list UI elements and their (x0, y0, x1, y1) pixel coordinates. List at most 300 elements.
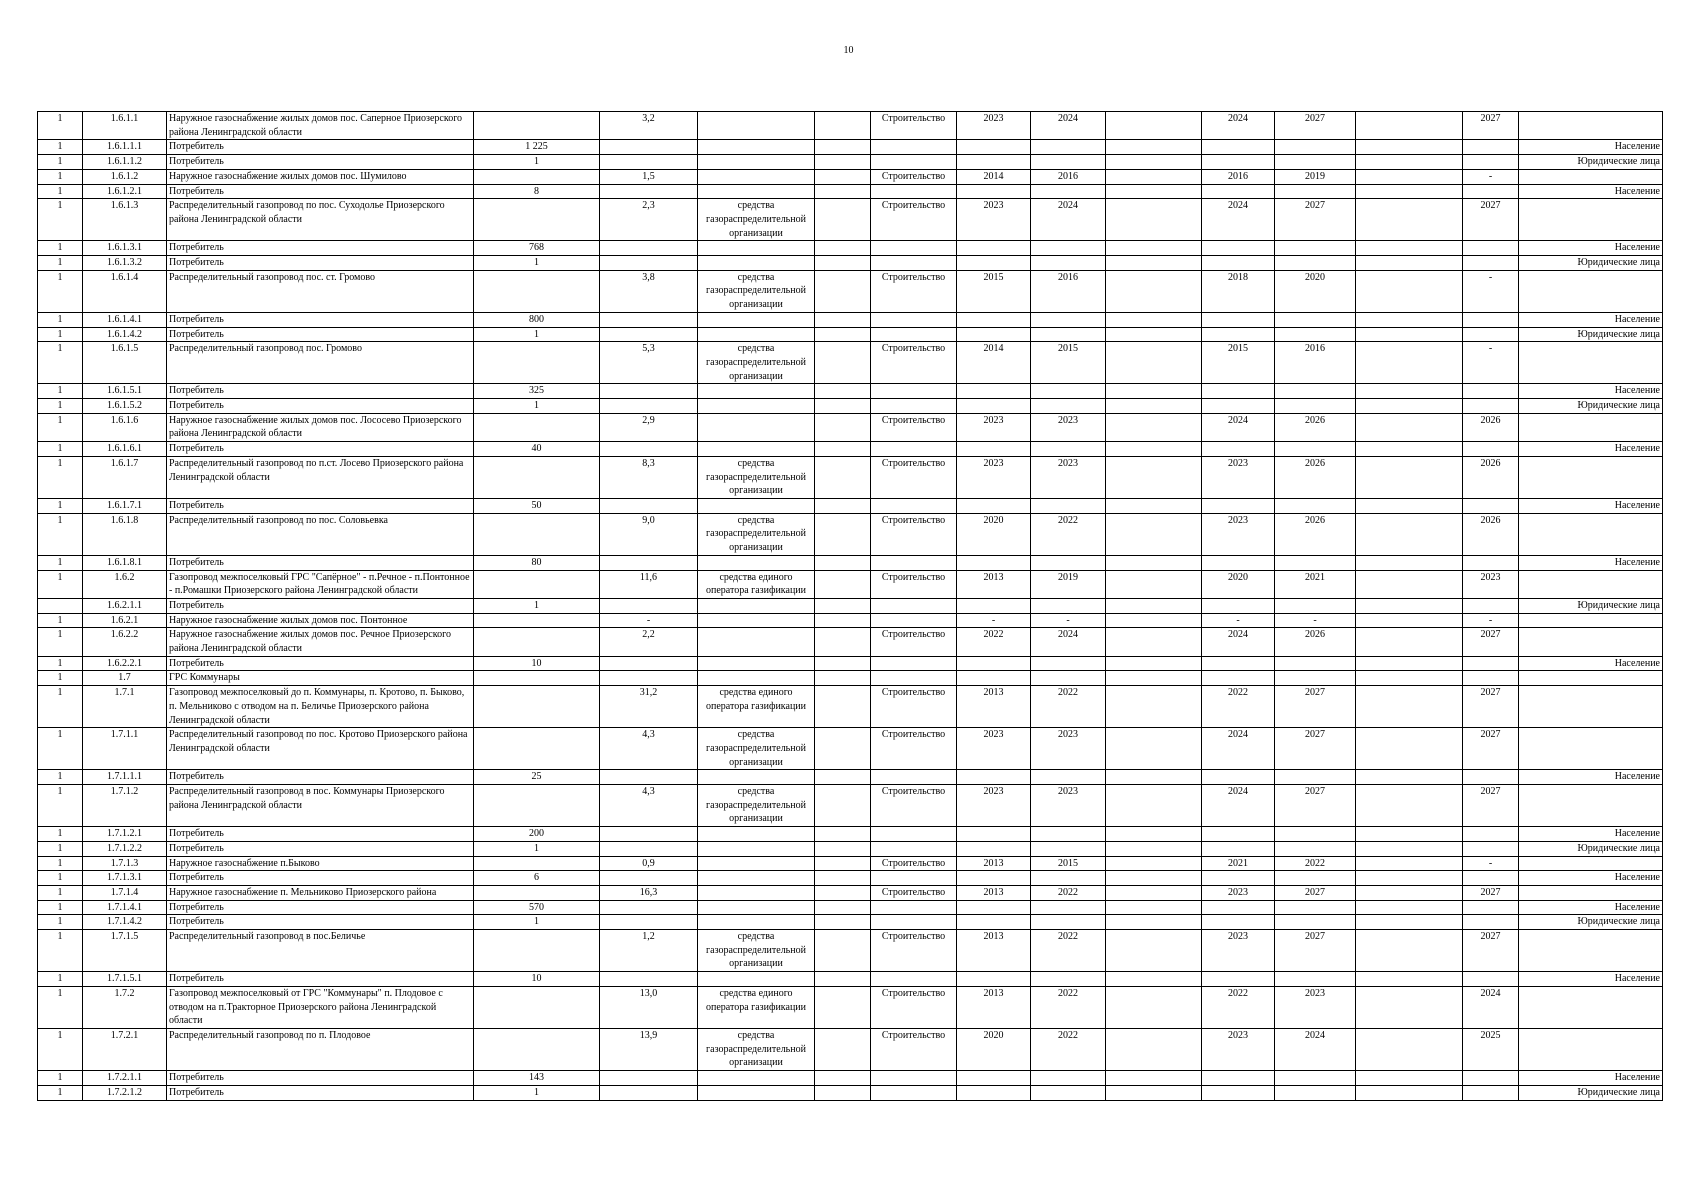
table-cell (1356, 598, 1463, 613)
table-cell: 2,3 (600, 199, 698, 241)
table-cell (957, 671, 1031, 686)
table-cell: Население (1519, 184, 1663, 199)
table-cell: 1.6.1.5 (83, 342, 167, 384)
table-cell: - (1202, 613, 1275, 628)
table-cell (815, 915, 871, 930)
table-cell (474, 413, 600, 441)
table-cell (1463, 871, 1519, 886)
table-cell (1463, 327, 1519, 342)
table-cell: 1 (38, 930, 83, 972)
table-cell (698, 827, 815, 842)
table-cell (1356, 785, 1463, 827)
table-cell: 1.6.1.1.1 (83, 140, 167, 155)
table-cell: 1.6.1.1 (83, 112, 167, 140)
table-cell (957, 1071, 1031, 1086)
table-cell (1106, 555, 1202, 570)
table-cell (815, 140, 871, 155)
table-cell (600, 327, 698, 342)
table-cell (1356, 686, 1463, 728)
table-cell (698, 498, 815, 513)
table-cell: 1 (38, 413, 83, 441)
table-cell (1031, 155, 1106, 170)
table-cell (957, 256, 1031, 271)
table-cell (1202, 900, 1275, 915)
table-cell: 3,2 (600, 112, 698, 140)
table-cell: 1.7.1.5 (83, 930, 167, 972)
table-cell: 2,9 (600, 413, 698, 441)
table-cell: - (1463, 270, 1519, 312)
table-cell: 2023 (1275, 986, 1356, 1028)
table-cell: 1.7 (83, 671, 167, 686)
table-cell (1463, 656, 1519, 671)
table-cell: Строительство (871, 169, 957, 184)
table-cell (957, 915, 1031, 930)
table-cell (1106, 986, 1202, 1028)
table-cell (1031, 241, 1106, 256)
table-cell: 2027 (1275, 728, 1356, 770)
table-cell: - (1275, 613, 1356, 628)
table-cell (815, 1029, 871, 1071)
table-cell (1031, 770, 1106, 785)
table-cell (1202, 671, 1275, 686)
table-cell (815, 112, 871, 140)
table-cell (957, 555, 1031, 570)
table-cell: 2027 (1463, 785, 1519, 827)
table-cell (1356, 384, 1463, 399)
table-cell (815, 169, 871, 184)
table-cell (600, 555, 698, 570)
table-cell (698, 900, 815, 915)
table-cell (1275, 1085, 1356, 1100)
table-cell (1356, 827, 1463, 842)
table-cell: 2026 (1463, 456, 1519, 498)
table-cell (698, 140, 815, 155)
table-cell: 1 (38, 342, 83, 384)
table-cell (815, 327, 871, 342)
table-cell (1106, 270, 1202, 312)
table-cell (815, 184, 871, 199)
table-row (38, 841, 1663, 856)
table-row (38, 656, 1663, 671)
table-cell: 1 (38, 241, 83, 256)
table-cell (1356, 656, 1463, 671)
table-cell (600, 972, 698, 987)
table-cell: 1 (38, 555, 83, 570)
table-cell: Потребитель (167, 399, 474, 414)
table-cell: Потребитель (167, 241, 474, 256)
table-row (38, 442, 1663, 457)
table-cell (957, 598, 1031, 613)
table-cell (1031, 140, 1106, 155)
table-cell (600, 770, 698, 785)
table-row (38, 140, 1663, 155)
table-cell (698, 613, 815, 628)
table-cell: 1.6.2.1 (83, 613, 167, 628)
table-cell (815, 384, 871, 399)
table-cell: 1 (38, 915, 83, 930)
table-cell (1106, 1085, 1202, 1100)
table-cell (1202, 399, 1275, 414)
table-cell (474, 728, 600, 770)
table-cell: Потребитель (167, 900, 474, 915)
table-cell (957, 399, 1031, 414)
table-cell (600, 841, 698, 856)
table-cell: - (1031, 613, 1106, 628)
table-cell: 2024 (1202, 413, 1275, 441)
table-cell: Население (1519, 770, 1663, 785)
table-cell: Распределительный газопровод в пос.Беличье (167, 930, 474, 972)
table-cell (1031, 1085, 1106, 1100)
table-cell (815, 241, 871, 256)
table-cell: средства газораспределительной организации (698, 930, 815, 972)
table-cell: Население (1519, 442, 1663, 457)
table-cell: Юридические лица (1519, 399, 1663, 414)
table-cell (1356, 199, 1463, 241)
table-cell (1106, 384, 1202, 399)
table-cell: Потребитель (167, 972, 474, 987)
table-cell (871, 871, 957, 886)
table-row (38, 184, 1663, 199)
table-cell (1463, 770, 1519, 785)
table-cell (600, 656, 698, 671)
table-cell: 1.7.2.1.2 (83, 1085, 167, 1100)
table-cell (815, 312, 871, 327)
table-cell (1356, 169, 1463, 184)
table-cell (698, 628, 815, 656)
table-cell: 2016 (1031, 169, 1106, 184)
table-cell (815, 900, 871, 915)
table-cell (957, 327, 1031, 342)
table-cell: 1 (38, 1071, 83, 1086)
table-cell: 1.7.1.2.2 (83, 841, 167, 856)
table-cell: Население (1519, 1071, 1663, 1086)
table-cell: 1 (38, 671, 83, 686)
table-cell: Потребитель (167, 384, 474, 399)
table-cell: 2027 (1275, 199, 1356, 241)
table-cell: средства газораспределительной организации (698, 728, 815, 770)
table-cell (474, 112, 600, 140)
table-cell: 1 (38, 256, 83, 271)
table-cell (600, 241, 698, 256)
table-cell: 2024 (1202, 728, 1275, 770)
table-cell (1519, 413, 1663, 441)
table-cell (1356, 256, 1463, 271)
table-cell (815, 498, 871, 513)
table-cell: Наружное газоснабжение жилых домов пос. Понтонное (167, 613, 474, 628)
table-cell (474, 342, 600, 384)
table-cell: Потребитель (167, 184, 474, 199)
table-cell (1519, 342, 1663, 384)
table-cell (1519, 456, 1663, 498)
table-cell: Юридические лица (1519, 256, 1663, 271)
table-cell: средства газораспределительной организации (698, 270, 815, 312)
table-cell (1275, 442, 1356, 457)
table-cell (871, 384, 957, 399)
table-cell: 4,3 (600, 785, 698, 827)
table-cell: Юридические лица (1519, 841, 1663, 856)
table-cell (1106, 199, 1202, 241)
table-cell (600, 140, 698, 155)
table-cell (1106, 972, 1202, 987)
table-cell (1275, 312, 1356, 327)
table-cell: 1 (38, 270, 83, 312)
table-cell: 2023 (1031, 413, 1106, 441)
table-cell: 1.6.1.5.2 (83, 399, 167, 414)
table-cell: Население (1519, 972, 1663, 987)
table-cell: 1 (474, 256, 600, 271)
table-cell: 1 (38, 900, 83, 915)
table-cell: Потребитель (167, 598, 474, 613)
table-cell: 2013 (957, 986, 1031, 1028)
table-cell (1356, 856, 1463, 871)
table-cell: Строительство (871, 1029, 957, 1071)
table-cell (815, 442, 871, 457)
table-cell (1519, 785, 1663, 827)
table-cell: 2027 (1275, 785, 1356, 827)
table-cell: 2027 (1463, 686, 1519, 728)
table-cell (871, 915, 957, 930)
table-cell: 3,8 (600, 270, 698, 312)
table-cell: 2018 (1202, 270, 1275, 312)
table-row (38, 972, 1663, 987)
table-cell (1106, 513, 1202, 555)
table-cell (1031, 442, 1106, 457)
table-cell (957, 442, 1031, 457)
table-cell: 40 (474, 442, 600, 457)
table-row (38, 671, 1663, 686)
table-cell (815, 656, 871, 671)
table-cell: - (1463, 613, 1519, 628)
table-cell: 2014 (957, 342, 1031, 384)
table-cell: Население (1519, 312, 1663, 327)
table-cell (1275, 671, 1356, 686)
table-cell (1275, 841, 1356, 856)
table-cell: 2019 (1031, 570, 1106, 598)
table-cell: - (1463, 342, 1519, 384)
table-cell (1356, 728, 1463, 770)
table-cell: Наружное газоснабжение п.Быково (167, 856, 474, 871)
table-cell: 1 (38, 885, 83, 900)
table-cell (1463, 598, 1519, 613)
table-cell: Строительство (871, 270, 957, 312)
table-cell: 1.6.1.4.1 (83, 312, 167, 327)
table-cell: Потребитель (167, 841, 474, 856)
table-cell (957, 155, 1031, 170)
table-cell (1519, 570, 1663, 598)
table-cell: Строительство (871, 570, 957, 598)
table-cell: 2023 (1031, 456, 1106, 498)
table-cell: Газопровод межпоселковый до п. Коммунары, п. Кротово, п. Быково, п. Мельниково с отводом на п. Беличье Приозерского района Ленинградской области (167, 686, 474, 728)
table-cell: 1.7.2.1.1 (83, 1071, 167, 1086)
table-cell (1202, 972, 1275, 987)
table-cell (1106, 900, 1202, 915)
table-row (38, 327, 1663, 342)
table-cell (1463, 155, 1519, 170)
table-cell (698, 856, 815, 871)
table-cell: Юридические лица (1519, 155, 1663, 170)
table-cell (1519, 885, 1663, 900)
table-cell (1031, 871, 1106, 886)
table-cell (1106, 671, 1202, 686)
table-cell (1519, 930, 1663, 972)
table-cell: средства газораспределительной организации (698, 785, 815, 827)
table-cell: 1 (38, 728, 83, 770)
table-cell: 2021 (1275, 570, 1356, 598)
table-cell: 1 (38, 871, 83, 886)
table-row (38, 871, 1663, 886)
table-cell (698, 555, 815, 570)
table-cell (815, 671, 871, 686)
table-row (38, 986, 1663, 1028)
table-cell: 2024 (1275, 1029, 1356, 1071)
table-row (38, 900, 1663, 915)
table-cell: Население (1519, 241, 1663, 256)
table-cell (1031, 972, 1106, 987)
table-row (38, 399, 1663, 414)
table-cell: 1.6.1.6.1 (83, 442, 167, 457)
table-cell (1106, 342, 1202, 384)
table-cell: 2023 (957, 728, 1031, 770)
table-cell (1356, 841, 1463, 856)
table-cell (1356, 241, 1463, 256)
table-cell: 1 (38, 327, 83, 342)
table-cell: Строительство (871, 342, 957, 384)
table-cell: Распределительный газопровод по пос. Кротово Приозерского района Ленинградской области (167, 728, 474, 770)
table-row (38, 169, 1663, 184)
table-cell: 1.7.1.5.1 (83, 972, 167, 987)
table-cell (957, 900, 1031, 915)
table-cell: 2024 (1202, 199, 1275, 241)
table-cell: Потребитель (167, 498, 474, 513)
table-cell (698, 871, 815, 886)
table-row (38, 498, 1663, 513)
table-cell: 1 (38, 199, 83, 241)
table-cell: 1 (38, 140, 83, 155)
table-cell: 2024 (1031, 628, 1106, 656)
table-cell: 1 225 (474, 140, 600, 155)
table-cell (1202, 1085, 1275, 1100)
table-cell (1463, 1085, 1519, 1100)
table-row (38, 555, 1663, 570)
table-cell: 1.7.1.3 (83, 856, 167, 871)
table-cell: 2024 (1031, 112, 1106, 140)
table-row (38, 1071, 1663, 1086)
table-cell (698, 915, 815, 930)
table-cell: Потребитель (167, 871, 474, 886)
table-cell (957, 827, 1031, 842)
table-cell (871, 613, 957, 628)
table-cell (1463, 498, 1519, 513)
table-cell (815, 598, 871, 613)
table-cell (1356, 770, 1463, 785)
table-row (38, 770, 1663, 785)
table-cell (871, 972, 957, 987)
table-cell (600, 1071, 698, 1086)
table-cell (815, 841, 871, 856)
table-cell (957, 656, 1031, 671)
table-cell (1356, 342, 1463, 384)
table-cell: 2024 (1202, 785, 1275, 827)
table-cell (1031, 327, 1106, 342)
table-cell (1106, 442, 1202, 457)
table-cell (474, 671, 600, 686)
table-cell (474, 570, 600, 598)
table-cell: 10 (474, 972, 600, 987)
table-cell (1463, 184, 1519, 199)
table-cell (1463, 827, 1519, 842)
table-cell (1202, 184, 1275, 199)
table-row (38, 312, 1663, 327)
table-cell: Строительство (871, 885, 957, 900)
table-cell: 1.7.1.2.1 (83, 827, 167, 842)
table-cell (1031, 598, 1106, 613)
table-cell (1031, 498, 1106, 513)
table-cell (815, 456, 871, 498)
table-cell: 5,3 (600, 342, 698, 384)
table-cell: 1.6.1.4.2 (83, 327, 167, 342)
table-cell (1463, 312, 1519, 327)
table-cell: 1 (38, 827, 83, 842)
table-cell (1356, 915, 1463, 930)
gas-supply-table (37, 111, 1663, 1101)
table-cell (1275, 770, 1356, 785)
table-cell: 1 (474, 841, 600, 856)
table-cell: 2023 (957, 785, 1031, 827)
table-cell (1519, 513, 1663, 555)
table-cell (957, 241, 1031, 256)
table-cell (1519, 686, 1663, 728)
table-cell (600, 827, 698, 842)
table-cell: 1 (38, 972, 83, 987)
table-cell (1275, 155, 1356, 170)
table-cell: 2016 (1275, 342, 1356, 384)
table-cell (600, 598, 698, 613)
table-cell (1106, 728, 1202, 770)
table-cell: 2023 (1031, 785, 1106, 827)
table-cell (1202, 312, 1275, 327)
table-cell (1519, 613, 1663, 628)
table-cell: Потребитель (167, 442, 474, 457)
table-cell (1106, 312, 1202, 327)
table-cell (1106, 155, 1202, 170)
table-cell (1275, 972, 1356, 987)
table-cell (815, 270, 871, 312)
table-cell: 2023 (1202, 885, 1275, 900)
table-cell (600, 871, 698, 886)
table-cell: Строительство (871, 456, 957, 498)
table-cell: 2026 (1463, 513, 1519, 555)
table-cell (1356, 671, 1463, 686)
table-cell: Потребитель (167, 555, 474, 570)
table-cell: Население (1519, 827, 1663, 842)
table-cell (600, 1085, 698, 1100)
table-cell: 800 (474, 312, 600, 327)
table-cell (1202, 140, 1275, 155)
table-cell (815, 1071, 871, 1086)
table-cell: 2023 (1031, 728, 1106, 770)
table-cell (1519, 112, 1663, 140)
table-row (38, 342, 1663, 384)
table-cell: Распределительный газопровод по п. Плодовое (167, 1029, 474, 1071)
table-cell (1519, 169, 1663, 184)
table-cell (1275, 256, 1356, 271)
table-cell (815, 785, 871, 827)
table-cell: Строительство (871, 986, 957, 1028)
table-cell (1106, 498, 1202, 513)
table-cell: 2020 (957, 513, 1031, 555)
table-cell (1275, 498, 1356, 513)
table-cell: 25 (474, 770, 600, 785)
